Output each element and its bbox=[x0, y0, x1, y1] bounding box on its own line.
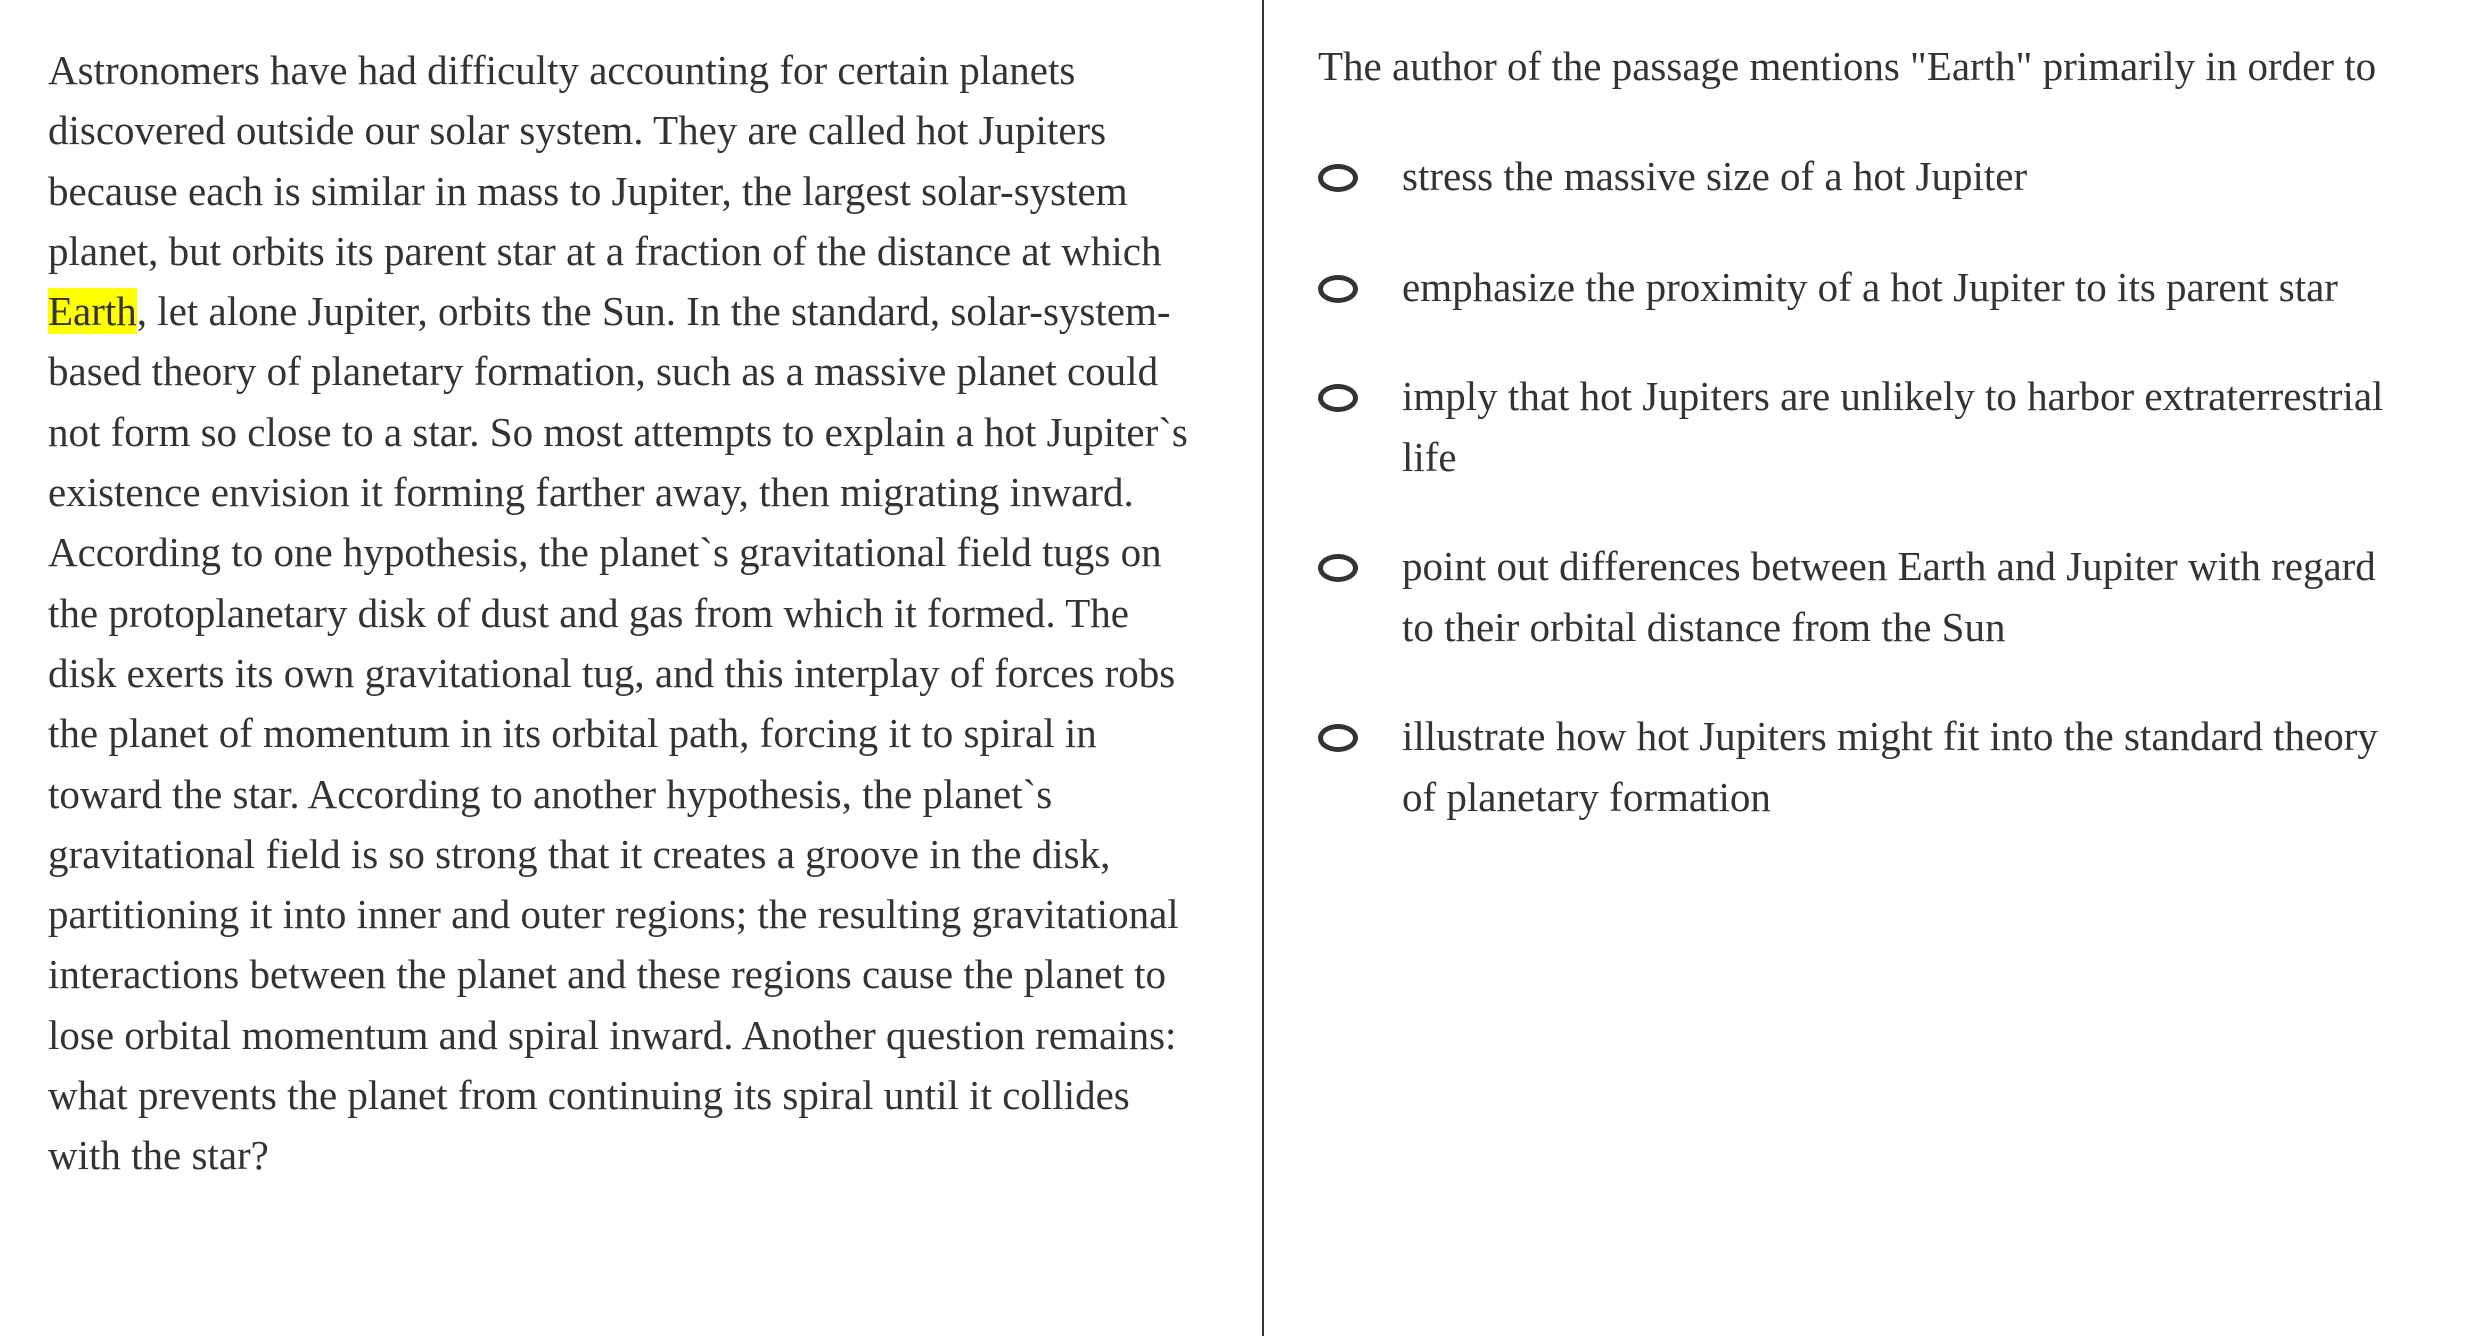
passage-text-before-highlight: Astronomers have had difficulty accounting for certain planets discovered outside our solar system. They are called hot Jupiters because each is similar in mass to Jupiter, the largest solar-system planet, but orbits its parent star at a fraction of the distance at which bbox=[48, 47, 1162, 274]
passage-text-after-highlight: , let alone Jupiter, orbits the Sun. In the standard, solar-system-based theory of planetary formation, such as a massive planet could not form so close to a star. So most attempts to explain a hot Jupiter`s existence envision it forming farther away, then migrating inward. According to one hypothesis, the planet`s gravitational field tugs on the protoplanetary disk of dust and gas from which it formed. The disk exerts its own gravitational tug, and this interplay of forces robs the planet of momentum in its orbital path, forcing it to spiral in toward the star. According to another hypothesis, the planet`s gravitational field is so strong that it creates a groove in the disk, partitioning it into inner and outer regions; the resulting gravitational interactions between the planet and these regions cause the planet to lose orbital momentum and spiral inward. Another question remains: what prevents the planet from continuing its spiral until it collides with the star? bbox=[48, 288, 1188, 1179]
answer-choice-d[interactable] bbox=[1318, 536, 2402, 657]
answer-choice-e[interactable] bbox=[1318, 706, 2402, 827]
answer-choice-label: imply that hot Jupiters are unlikely to harbor extraterrestrial life bbox=[1402, 373, 2384, 480]
answer-choice-label: illustrate how hot Jupiters might fit into the standard theory of planetary formation bbox=[1402, 713, 2378, 820]
highlighted-word: Earth bbox=[48, 288, 137, 335]
answer-choice-label: emphasize the proximity of a hot Jupiter to its parent star bbox=[1402, 263, 2338, 310]
radio-button-icon[interactable] bbox=[1318, 164, 1358, 192]
answer-choice-b[interactable] bbox=[1318, 257, 2402, 318]
question-stem: The author of the passage mentions "Earth" primarily in order to bbox=[1318, 43, 2377, 89]
radio-button-icon[interactable] bbox=[1318, 554, 1358, 582]
radio-button-icon[interactable] bbox=[1318, 724, 1358, 752]
answer-choice-a[interactable] bbox=[1318, 146, 2402, 207]
answer-choice-label: stress the massive size of a hot Jupiter bbox=[1402, 153, 2028, 199]
radio-button-icon[interactable] bbox=[1318, 384, 1358, 412]
answer-choice-c[interactable] bbox=[1318, 366, 2402, 487]
question-pane bbox=[1264, 0, 2481, 1336]
passage-text bbox=[48, 40, 1188, 1186]
answer-choice-label: point out differences between Earth and Jupiter with regard to their orbital distance from the Sun bbox=[1402, 543, 2376, 650]
answer-choices bbox=[1318, 146, 2471, 827]
radio-button-icon[interactable] bbox=[1318, 275, 1358, 303]
